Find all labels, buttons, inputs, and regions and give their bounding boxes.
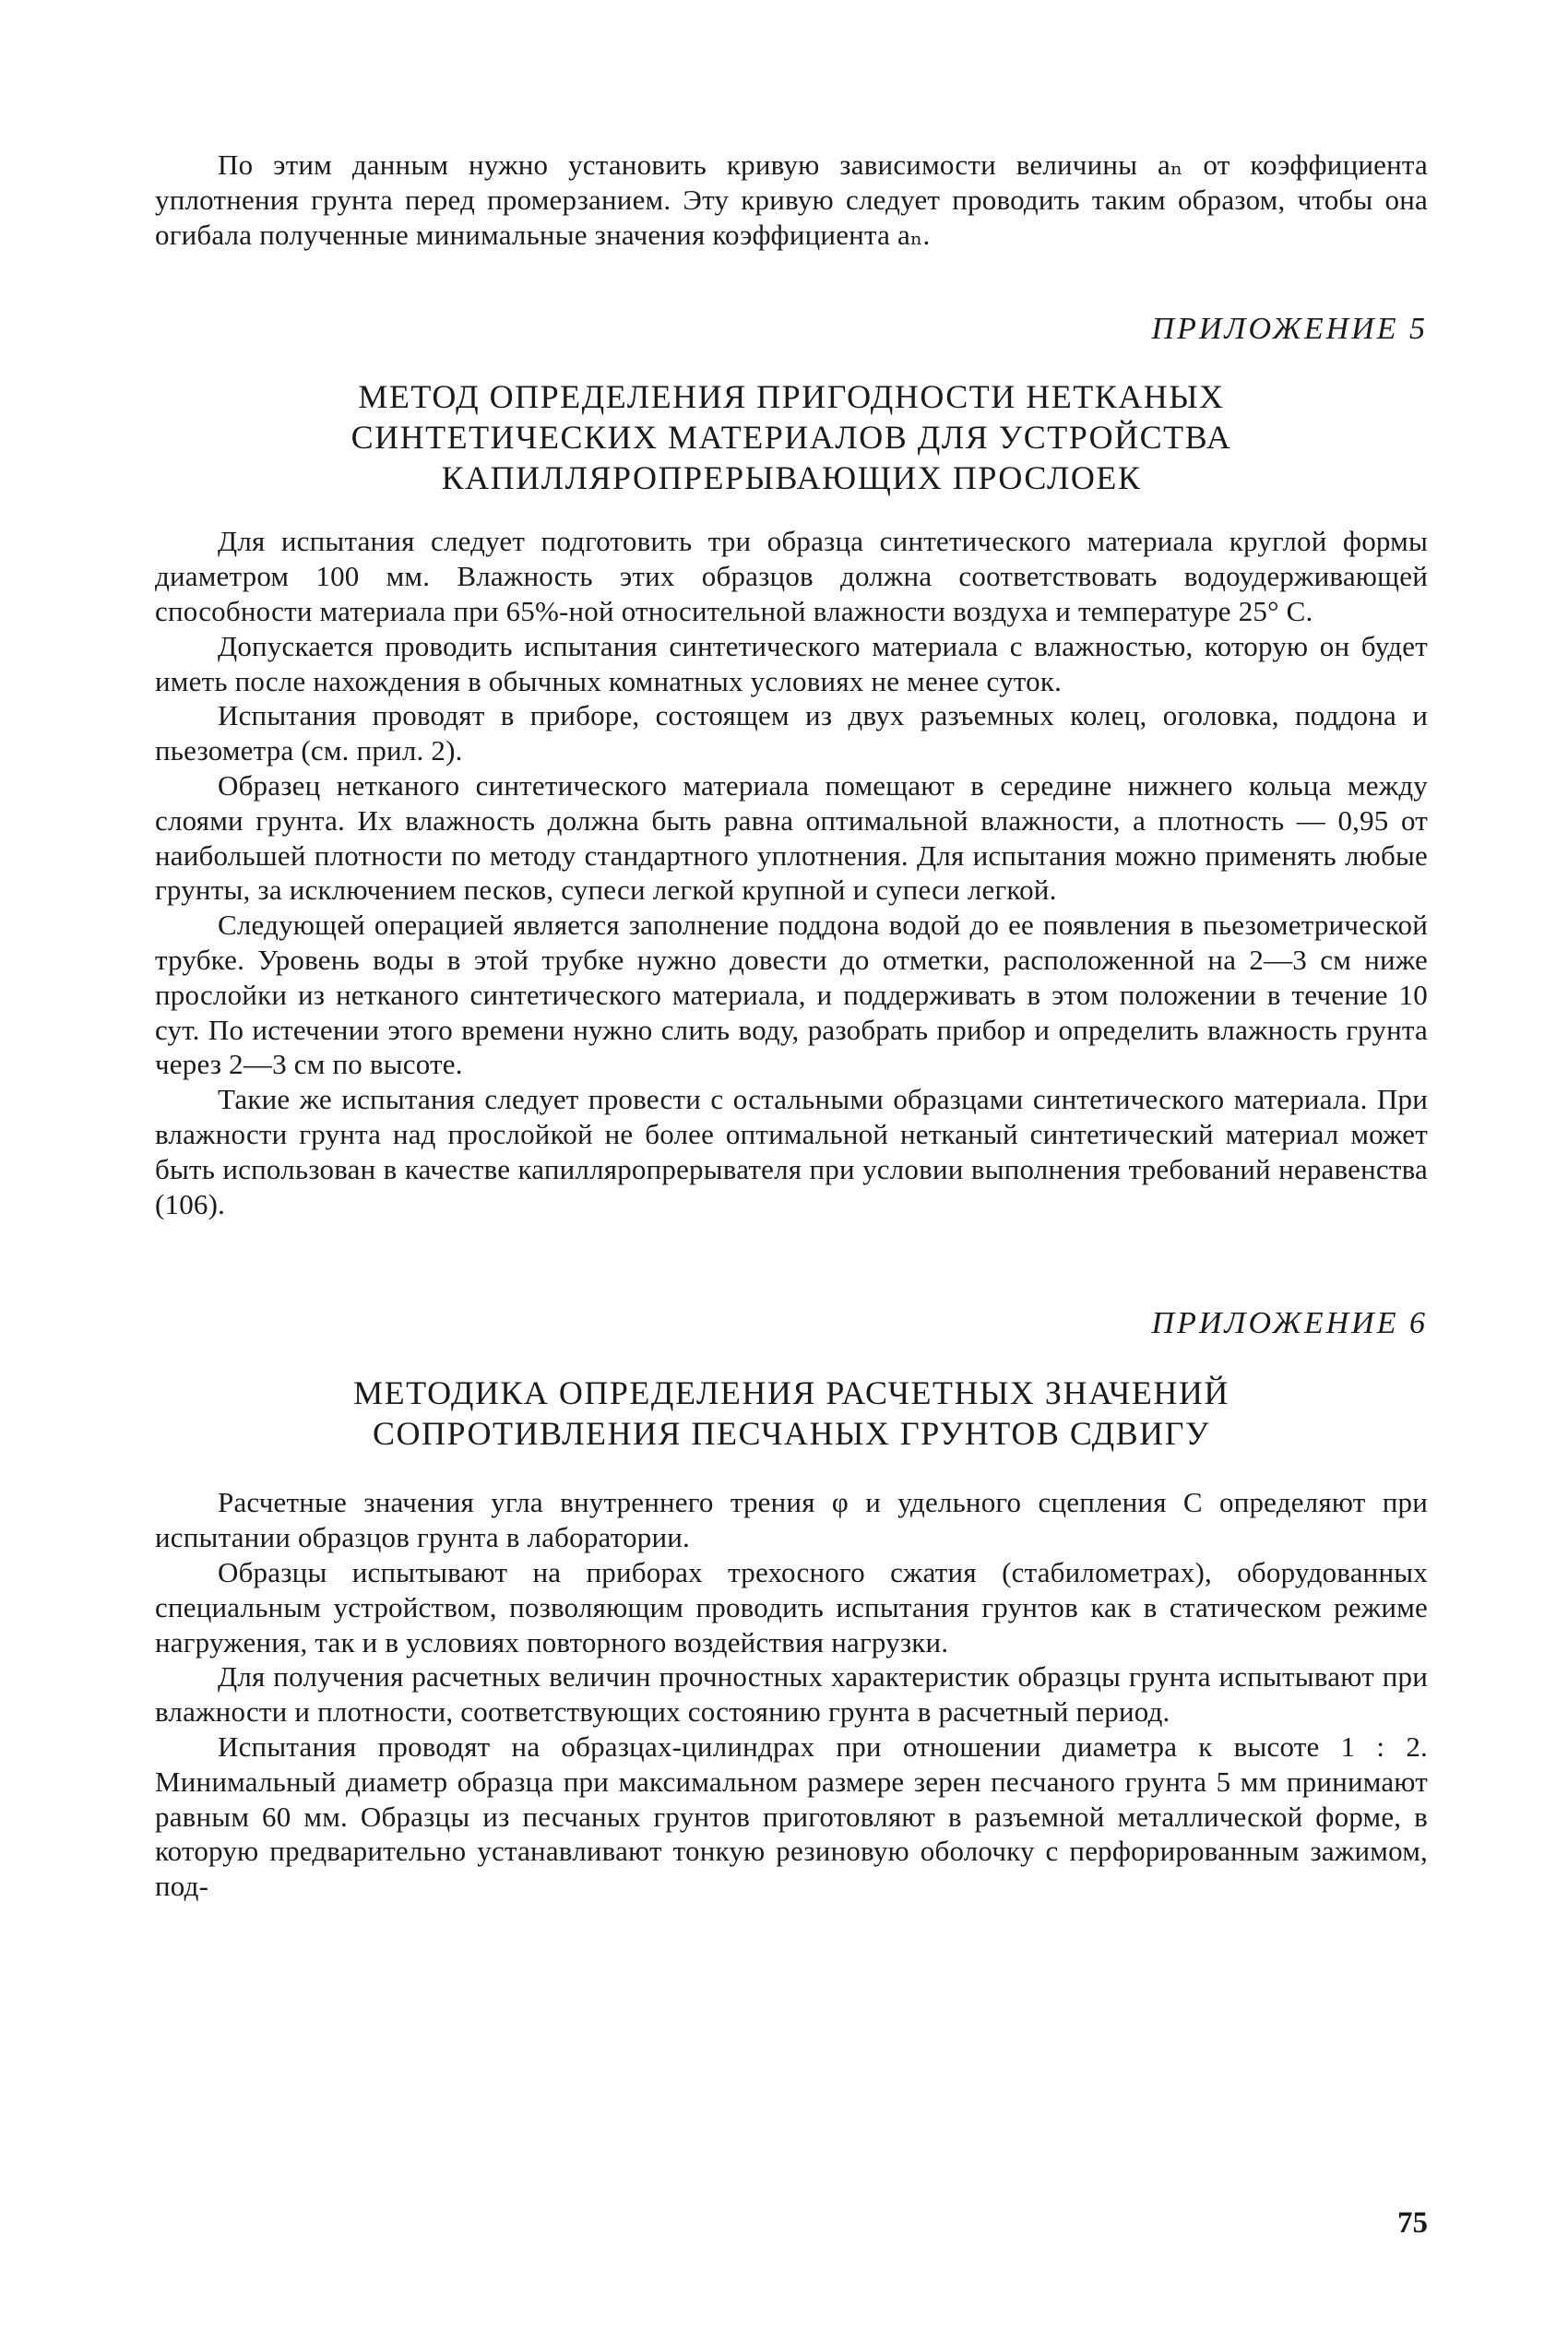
appendix-5-title: [155, 376, 1428, 498]
appendix-6-paragraph: Образцы испытывают на приборах трехосного сжатия (стабилометрах), оборудованных специальным устройством, позволяющим проводить испытания грунтов как в статическом режиме нагружения, так и в условиях повторного воздействия нагрузки.: [155, 1555, 1428, 1658]
intro-paragraph: По этим данным нужно установить кривую зависимости величины aₙ от коэффициента уплотнения грунта перед промерзанием. Эту кривую следует проводить таким образом, чтобы она огибала полученные минимальные значения коэффициента aₙ.: [155, 149, 1428, 251]
appendix-5-title-line: МЕТОД ОПРЕДЕЛЕНИЯ ПРИГОДНОСТИ НЕТКАНЫХ: [358, 378, 1225, 416]
appendix-5-paragraph: Следующей операцией является заполнение поддона водой до ее появления в пьезометрической трубке. Уровень воды в этой трубке нужно довести до отметки, расположенной на 2—3 см ниже прослойки из нетканого синтетического материала, и поддерживать в этом положении в течение 10 сут. По истечении этого времени нужно слить воду, разобрать прибор и определить влажность грунта через 2—3 см по высоте.: [155, 909, 1428, 1081]
appendix-6-paragraph: Расчетные значения угла внутреннего трения φ и удельного сцепления С определяют при испытании образцов грунта в лаборатории.: [155, 1486, 1428, 1554]
appendix-5-paragraph: Допускается проводить испытания синтетического материала с влажностью, которую он будет иметь после нахождения в обычных комнатных условиях не менее суток.: [155, 629, 1428, 697]
appendix-5-paragraph: Испытания проводят в приборе, состоящем из двух разъемных колец, оголовка, поддона и пьезометра (см. прил. 2).: [155, 699, 1428, 767]
appendix-5-paragraph: Такие же испытания следует провести с остальными образцами синтетического материала. При влажности грунта над прослойкой не более оптимальной нетканый синтетический материал может быть использован в качестве капилляропрерывателя при условии выполнения требований неравенства (106).: [155, 1083, 1428, 1220]
appendix-5-title-line: СИНТЕТИЧЕСКИХ МАТЕРИАЛОВ ДЛЯ УСТРОЙСТВА: [350, 419, 1232, 457]
appendix-5-paragraph: Образец нетканого синтетического материала помещают в середине нижнего кольца между слоями грунта. Их влажность должна быть равна оптимальной влажности, а плотность — 0,95 от наибольшей плотности по методу стандартного уплотнения. Для испытания можно применять любые грунты, за исключением песков, супеси легкой крупной и супеси легкой.: [155, 768, 1428, 907]
appendix-6-paragraph: Испытания проводят на образцах-цилиндрах при отношении диаметра к высоте 1 : 2. Минимальный диаметр образца при максимальном размере зерен песчаного грунта 5 мм принимают равным 60 мм. Образцы из песчаных грунтов приготовляют в разъемной металлической форме, в которую предварительно устанавливают тонкую резиновую оболочку с перфорированным зажимом, под-: [155, 1730, 1428, 1903]
appendix-6-body: [155, 1485, 1428, 1904]
appendix-6-title-line: МЕТОДИКА ОПРЕДЕЛЕНИЯ РАСЧЕТНЫХ ЗНАЧЕНИЙ: [353, 1374, 1229, 1412]
appendix-5-label: ПРИЛОЖЕНИЕ 5: [1151, 312, 1428, 347]
appendix-6-paragraph: Для получения расчетных величин прочностных характеристик образцы грунта испытывают при влажности и плотности, соответствующих состоянию грунта в расчетный период.: [155, 1660, 1428, 1729]
appendix-5-paragraph: Для испытания следует подготовить три образца синтетического материала круглой формы диаметром 100 мм. Влажность этих образцов должна соответствовать водоудерживающей способности материала при 65%-ной относительной влажности воздуха и температуре 25° С.: [155, 525, 1428, 627]
appendix-6-title: [155, 1373, 1428, 1454]
appendix-5-body: [155, 524, 1428, 1221]
appendix-5-title-line: КАПИЛЛЯРОПРЕРЫВАЮЩИХ ПРОСЛОЕК: [441, 459, 1142, 497]
appendix-6-title-line: СОПРОТИВЛЕНИЯ ПЕСЧАНЫХ ГРУНТОВ СДВИГУ: [373, 1415, 1210, 1453]
appendix-6-label: ПРИЛОЖЕНИЕ 6: [1151, 1306, 1428, 1341]
page-number: 75: [1397, 2206, 1428, 2240]
document-page: [155, 148, 1428, 1904]
